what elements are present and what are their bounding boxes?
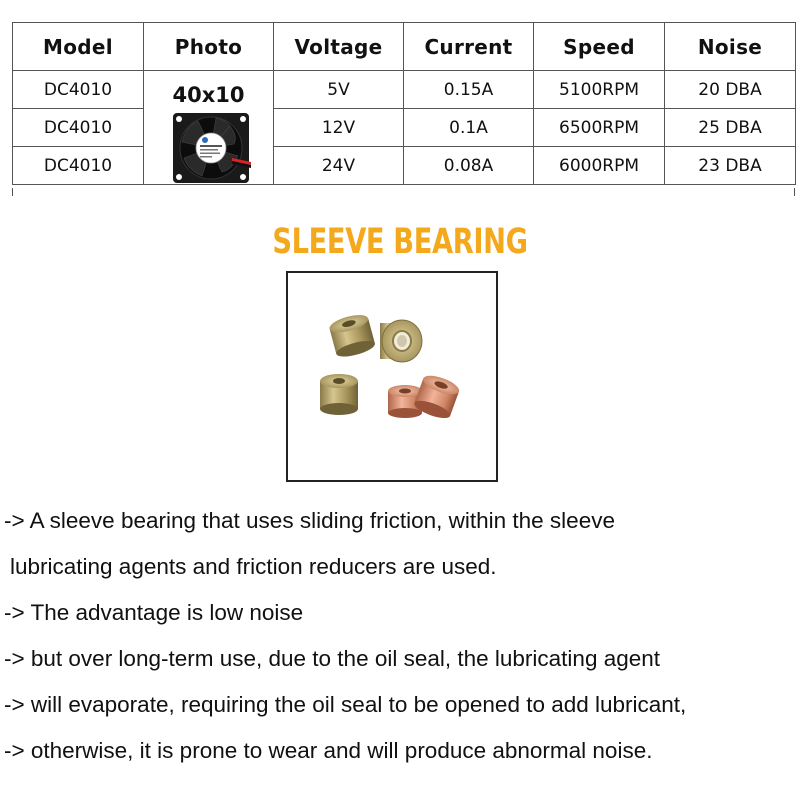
photo-label: 40x10 [172, 83, 245, 107]
description-line: -> otherwise, it is prone to wear and will produce abnormal noise. [4, 738, 653, 763]
speed-cell: 6500RPM [534, 109, 665, 147]
photo-cell [144, 71, 274, 185]
table-border-tail [12, 188, 13, 196]
table-header-row [13, 23, 796, 71]
header-speed: Speed [534, 23, 665, 71]
table-border-tail [794, 188, 795, 196]
header-model: Model [13, 23, 144, 71]
sleeve-bearings-image [286, 271, 498, 482]
voltage-cell: 5V [274, 71, 404, 109]
description-line: -> A sleeve bearing that uses sliding friction, within the sleeve [4, 508, 615, 533]
current-cell: 0.08A [404, 147, 534, 185]
table-row [13, 147, 796, 185]
speed-cell: 5100RPM [534, 71, 665, 109]
header-voltage: Voltage [274, 23, 404, 71]
header-noise: Noise [665, 23, 796, 71]
model-cell: DC4010 [13, 109, 144, 147]
table-row [13, 109, 796, 147]
noise-cell: 20 DBA [665, 71, 796, 109]
model-cell: DC4010 [13, 71, 144, 109]
voltage-cell: 12V [274, 109, 404, 147]
description-line: -> The advantage is low noise [4, 600, 304, 625]
current-cell: 0.15A [404, 71, 534, 109]
speed-cell: 6000RPM [534, 147, 665, 185]
header-photo: Photo [144, 23, 274, 71]
noise-cell: 25 DBA [665, 109, 796, 147]
description-line: -> but over long-term use, due to the oil seal, the lubricating agent [4, 646, 661, 671]
current-cell: 0.1A [404, 109, 534, 147]
description-block [4, 498, 800, 774]
header-current: Current [404, 23, 534, 71]
model-cell: DC4010 [13, 147, 144, 185]
sleeve-bearing-title: SLEEVE BEARING [272, 222, 528, 262]
spec-table [12, 22, 796, 185]
description-line: lubricating agents and friction reducers are used. [10, 554, 497, 579]
voltage-cell: 24V [274, 147, 404, 185]
noise-cell: 23 DBA [665, 147, 796, 185]
cooling-fan-image [172, 112, 252, 186]
table-row [13, 71, 796, 109]
description-line: -> will evaporate, requiring the oil seal to be opened to add lubricant, [4, 692, 687, 717]
